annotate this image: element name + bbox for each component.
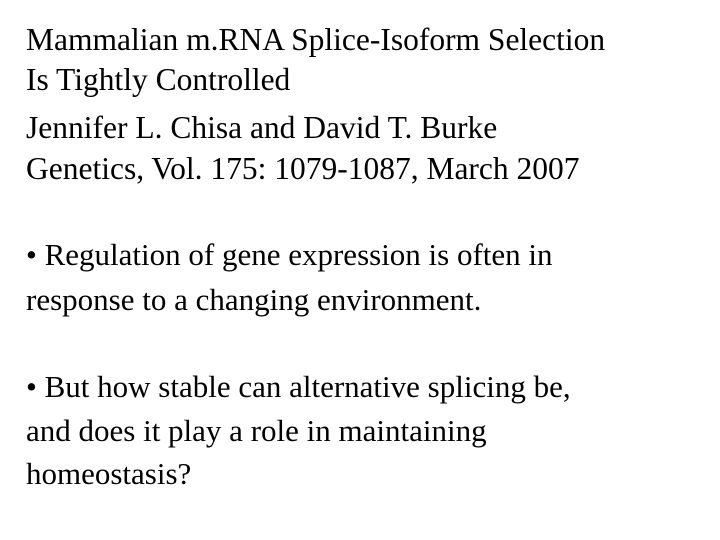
paper-authors: Jennifer L. Chisa and David T. Burke <box>26 110 498 145</box>
bullet-1-line-2: response to a changing environment. <box>26 282 482 317</box>
bullet-1-line-1: • Regulation of gene expression is often in <box>26 237 553 272</box>
paper-journal: Genetics, Vol. 175: 1079-1087, March 2007 <box>26 151 580 186</box>
paper-title-line-2: Is Tightly Controlled <box>26 62 291 97</box>
bullet-2-line-2: and does it play a role in maintaining <box>26 413 487 448</box>
paper-title-line-1: Mammalian m.RNA Splice-Isoform Selection <box>26 22 606 57</box>
bullet-2-line-3: homeostasis? <box>26 456 192 491</box>
bullet-2-line-1: • But how stable can alternative splicing be, <box>26 369 571 404</box>
